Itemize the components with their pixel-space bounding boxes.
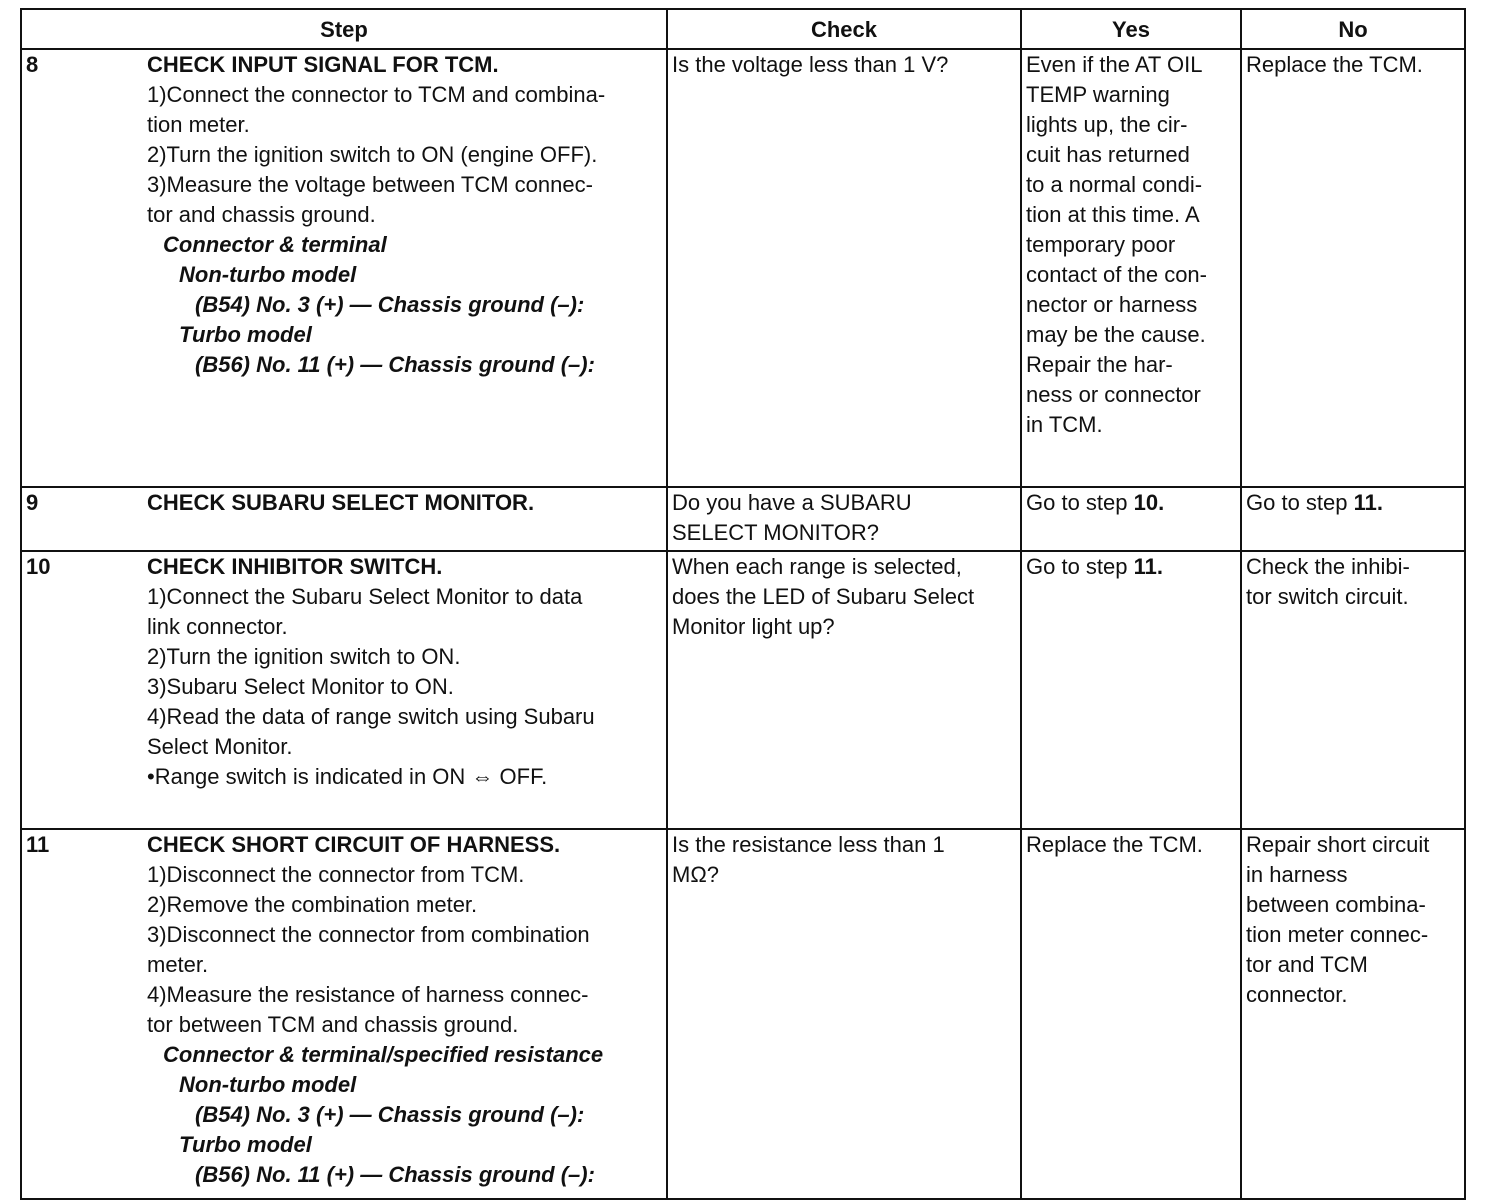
yes-cell — [1021, 487, 1241, 551]
step-line: tor between TCM and chassis ground. — [147, 1012, 519, 1037]
spec-value: (B56) No. 11 (+) — Chassis ground (–): — [195, 1162, 595, 1187]
check-line: Do you have a SUBARU — [672, 490, 912, 515]
spec-value: (B54) No. 3 (+) — Chassis ground (–): — [195, 292, 585, 317]
step-title: CHECK SUBARU SELECT MONITOR. — [147, 490, 535, 515]
step-line: 2)Remove the combination meter. — [147, 892, 478, 917]
yes-line: may be the cause. — [1026, 322, 1206, 347]
step-line: •Range switch is indicated in ON ⇔ OFF. — [147, 764, 548, 789]
check-line: MΩ? — [672, 862, 720, 887]
step-title: CHECK INPUT SIGNAL FOR TCM. — [147, 52, 499, 77]
yes-step-link[interactable]: 11. — [1133, 554, 1163, 579]
no-line: connector. — [1246, 982, 1348, 1007]
no-cell — [1241, 487, 1465, 551]
yes-cell — [1021, 49, 1241, 487]
step-line: tion meter. — [147, 112, 250, 137]
yes-line: TEMP warning — [1026, 82, 1170, 107]
yes-line: ness or connector — [1026, 382, 1201, 407]
step-number: 11 — [21, 829, 143, 1199]
table-row-step-8 — [21, 49, 1465, 487]
yes-cell — [1021, 551, 1241, 829]
step-line: 3)Disconnect the connector from combination — [147, 922, 590, 947]
spec-title: Connector & terminal — [163, 232, 387, 257]
check-line: SELECT MONITOR? — [672, 520, 880, 545]
check-cell — [667, 551, 1021, 829]
yes-step-link[interactable]: 10. — [1133, 490, 1165, 515]
table-row-step-11 — [21, 829, 1465, 1199]
step-line: 1)Connect the Subaru Select Monitor to data — [147, 584, 583, 609]
check-line: does the LED of Subaru Select — [672, 584, 975, 609]
step-number: 10 — [21, 551, 143, 829]
no-text: Go to step — [1246, 490, 1354, 515]
spec-value: (B54) No. 3 (+) — Chassis ground (–): — [195, 1102, 585, 1127]
spec-model: Non-turbo model — [179, 1072, 357, 1097]
yes-line: temporary poor — [1026, 232, 1176, 257]
step-line: Select Monitor. — [147, 734, 293, 759]
step-line: link connector. — [147, 614, 288, 639]
step-description — [143, 49, 667, 487]
header-row — [21, 9, 1465, 49]
no-line: tor and TCM — [1246, 952, 1368, 977]
check-line: Is the resistance less than 1 — [672, 832, 945, 857]
step-line: meter. — [147, 952, 209, 977]
no-cell — [1241, 551, 1465, 829]
step-description — [143, 551, 667, 829]
step-line: 4)Read the data of range switch using Subaru — [147, 704, 595, 729]
step-line: 3)Subaru Select Monitor to ON. — [147, 674, 454, 699]
header-check: Check — [667, 9, 1021, 49]
step-line: 2)Turn the ignition switch to ON (engine OFF). — [147, 142, 598, 167]
no-line: tion meter connec- — [1246, 922, 1429, 947]
yes-line: contact of the con- — [1026, 262, 1207, 287]
table-row-step-10 — [21, 551, 1465, 829]
check-cell: Is the voltage less than 1 V? — [667, 49, 1021, 487]
spec-value: (B56) No. 11 (+) — Chassis ground (–): — [195, 352, 595, 377]
spec-title: Connector & terminal/specified resistance — [163, 1042, 604, 1067]
check-cell — [667, 487, 1021, 551]
check-line: When each range is selected, — [672, 554, 962, 579]
step-title: CHECK SHORT CIRCUIT OF HARNESS. — [147, 832, 561, 857]
yes-line: lights up, the cir- — [1026, 112, 1188, 137]
header-step: Step — [21, 9, 667, 49]
no-line: Repair short circuit — [1246, 832, 1430, 857]
spec-model: Turbo model — [179, 1132, 312, 1157]
no-step-link[interactable]: 11. — [1353, 490, 1383, 515]
step-line: 4)Measure the resistance of harness connec- — [147, 982, 589, 1007]
spec-model: Turbo model — [179, 322, 312, 347]
no-line: tor switch circuit. — [1246, 584, 1409, 609]
yes-line: in TCM. — [1026, 412, 1103, 437]
troubleshooting-table — [20, 8, 1466, 1200]
step-title: CHECK INHIBITOR SWITCH. — [147, 554, 443, 579]
no-line: Check the inhibi- — [1246, 554, 1410, 579]
yes-line: tion at this time. A — [1026, 202, 1200, 227]
yes-line: Repair the har- — [1026, 352, 1173, 377]
yes-line: cuit has returned — [1026, 142, 1190, 167]
spec-model: Non-turbo model — [179, 262, 357, 287]
no-cell — [1241, 829, 1465, 1199]
yes-line: nector or harness — [1026, 292, 1198, 317]
yes-line: to a normal condi- — [1026, 172, 1203, 197]
check-line: Monitor light up? — [672, 614, 835, 639]
header-yes: Yes — [1021, 9, 1241, 49]
step-line: 1)Connect the connector to TCM and combina- — [147, 82, 606, 107]
yes-text: Go to step — [1026, 490, 1134, 515]
no-cell: Replace the TCM. — [1241, 49, 1465, 487]
yes-cell: Replace the TCM. — [1021, 829, 1241, 1199]
yes-text: Go to step — [1026, 554, 1134, 579]
step-description — [143, 487, 667, 551]
yes-line: Even if the AT OIL — [1026, 52, 1203, 77]
step-number: 8 — [21, 49, 143, 487]
step-line: 1)Disconnect the connector from TCM. — [147, 862, 525, 887]
table-row-step-9 — [21, 487, 1465, 551]
step-number: 9 — [21, 487, 143, 551]
step-description — [143, 829, 667, 1199]
step-line: tor and chassis ground. — [147, 202, 376, 227]
header-no: No — [1241, 9, 1465, 49]
no-line: in harness — [1246, 862, 1348, 887]
check-cell — [667, 829, 1021, 1199]
step-line: 3)Measure the voltage between TCM connec- — [147, 172, 593, 197]
no-line: between combina- — [1246, 892, 1426, 917]
step-line: 2)Turn the ignition switch to ON. — [147, 644, 461, 669]
